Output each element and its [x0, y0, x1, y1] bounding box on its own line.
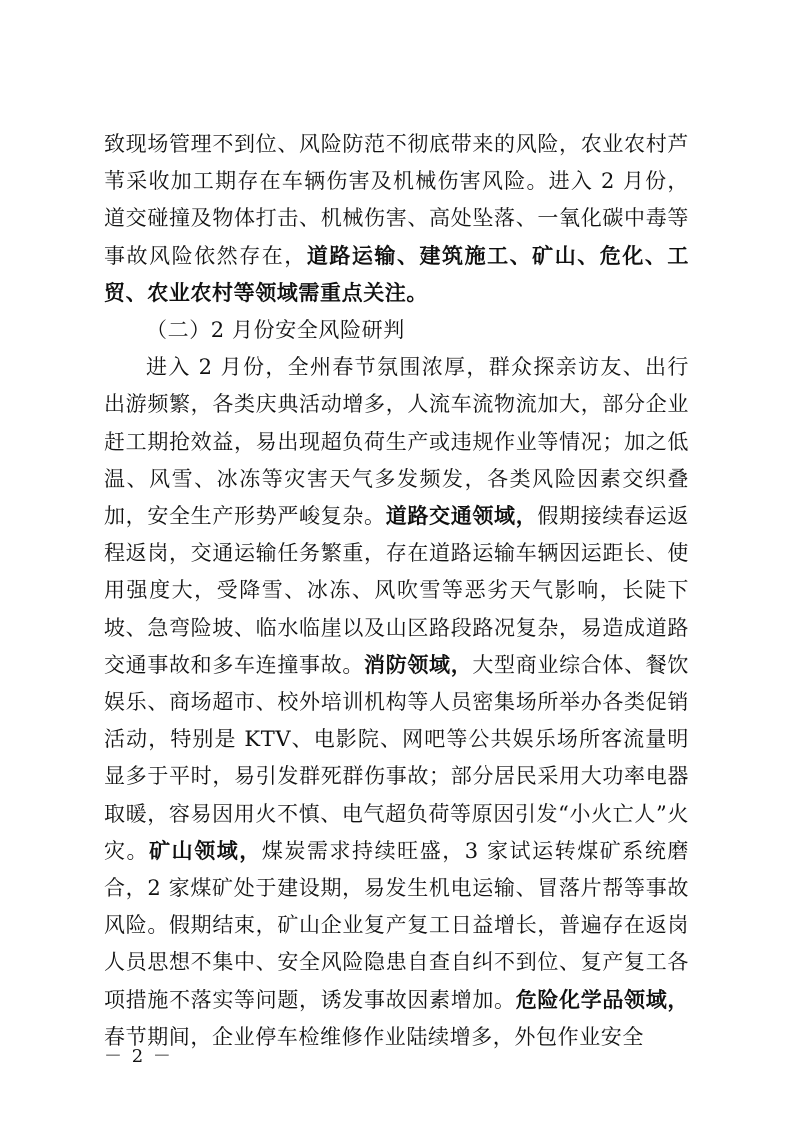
paragraph-1	[104, 126, 689, 312]
mining-heading: 矿山领域，	[149, 838, 262, 863]
document-body	[104, 126, 689, 1056]
paragraph-2	[104, 349, 689, 1056]
page-number: － 2 －	[104, 1046, 173, 1067]
road-traffic-heading: 道路交通领域，	[385, 504, 538, 529]
paragraph-2-text-4: 煤炭需求持续旺盛，3 家试运转煤矿系统磨合，2 家煤矿处于建设期，易发生机电运输、冒落片帮等事故风险。假期结束，矿山企业复产复工日益增长，普遍存在返岗人员思想不集中、安全风险隐患自查自纠不到位、复产复工各项措施不落实等问题，诱发事故因素增加。	[104, 838, 689, 1012]
paragraph-1-text: 致现场管理不到位、风险防范不彻底带来的风险，农业农村芦苇采收加工期存在车辆伤害及机械伤害风险。进入 2 月份，道交碰撞及物体打击、机械伤害、高处坠落、一氧化碳中毒等事故风险依然存在，	[104, 132, 689, 268]
paragraph-2-text-1: 进入 2 月份，全州春节氛围浓厚，群众探亲访友、出行出游频繁，各类庆典活动增多，人流车流物流加大，部分企业赶工期抢效益，易出现超负荷生产或违规作业等情况；加之低温、风雪、冰冻等灾害天气多发频发，各类风险因素交织叠加，安全生产形势严峻复杂。	[104, 355, 689, 529]
section-heading: （二）2 月份安全风险研判	[146, 318, 405, 343]
paragraph-2-text-2: 假期接续春运返程返岗，交通运输任务繁重，存在道路运输车辆因运距长、使用强度大，受降雪、冰冻、风吹雪等恶劣天气影响，长陡下坡、急弯险坡、临水临崖以及山区路段路况复杂，易造成道路交通事故和多车连撞事故。	[104, 504, 690, 677]
fire-protection-heading: 消防领域，	[364, 652, 473, 677]
hazardous-chemicals-heading: 危险化学品领域，	[515, 987, 689, 1012]
paragraph-2-text-3: 大型商业综合体、餐饮娱乐、商场超市、校外培训机构等人员密集场所举办各类促销活动，特别是 KTV、电影院、网吧等公共娱乐场所客流量明显多于平时，易引发群死群伤事故；部分居民采用大功率电器取暖，容易因用火不慎、电气超负荷等原因引发“小火亡人”火灾。	[104, 652, 690, 863]
paragraph-1-emphasis: 道路运输、建筑施工、矿山、危化、工贸、农业农村等领域需重点关注。	[104, 243, 689, 305]
paragraph-2-text-5: 春节期间，企业停车检维修作业陆续增多，外包作业安全	[104, 1024, 644, 1049]
